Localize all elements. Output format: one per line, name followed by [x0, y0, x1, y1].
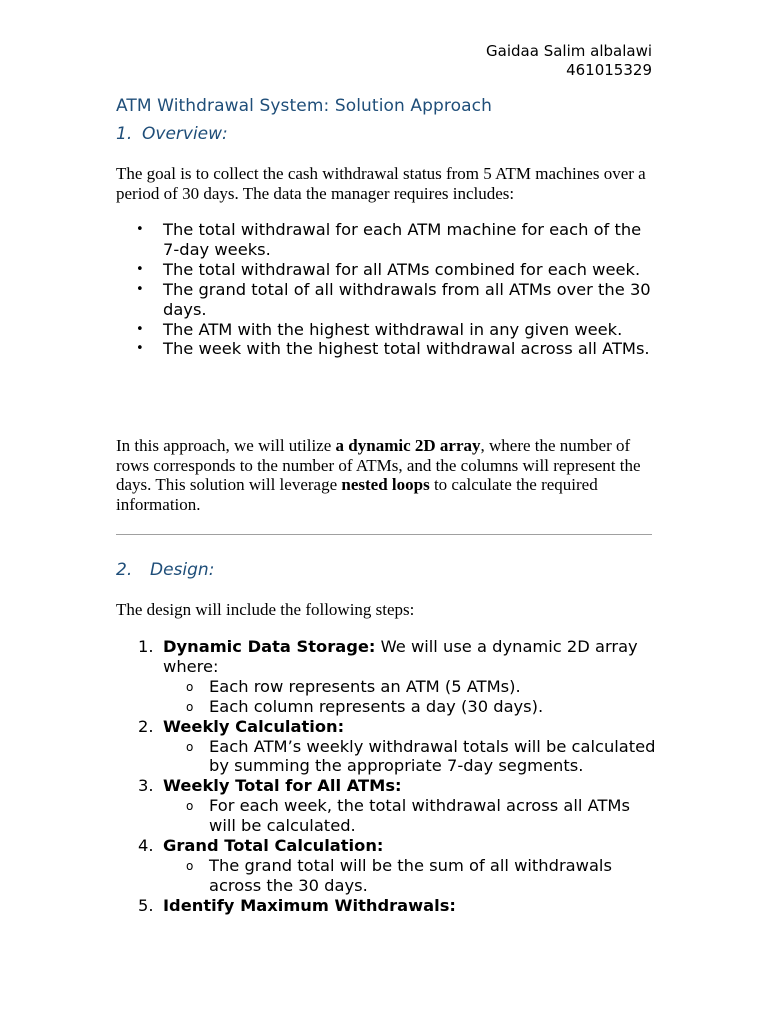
circle-bullet-icon: o — [186, 799, 194, 814]
approach-paragraph — [116, 436, 656, 515]
step-label: Weekly Calculation: — [163, 716, 345, 736]
sub-item — [116, 737, 656, 777]
list-item — [116, 637, 656, 717]
bullet-icon: • — [136, 261, 144, 277]
step-text: We will use a dynamic 2D array where: — [163, 637, 638, 676]
step-label: Dynamic Data Storage: — [163, 637, 376, 656]
list-item — [116, 717, 656, 777]
sub-item-text: Each column represents a day (30 days). — [209, 696, 544, 716]
list-item — [116, 776, 656, 836]
list-item — [116, 220, 656, 260]
section-number: 2. — [116, 560, 133, 580]
step-label: Identify Maximum Withdrawals: — [163, 895, 456, 915]
step-number: 5. — [138, 895, 154, 915]
sub-item — [116, 677, 656, 697]
author-name: Gaidaa Salim albalawi — [486, 42, 652, 60]
approach-text: In this approach, we will utilize — [116, 436, 336, 455]
section-heading-overview — [116, 124, 228, 144]
approach-text: , where the number of rows corresponds to the number of ATMs, and the columns will represent the days. This solution will leverage — [116, 436, 641, 495]
circle-bullet-icon: o — [186, 679, 194, 694]
list-item-text: The week with the highest total withdrawal across all ATMs. — [163, 339, 650, 359]
sub-item-text: Each ATM’s weekly withdrawal totals will be calculated by summing the appropriate 7-day segments. — [209, 736, 656, 776]
list-item — [116, 836, 656, 896]
design-intro: The design will include the following steps: — [116, 600, 415, 619]
step-number: 1. — [138, 637, 154, 656]
step-number: 4. — [138, 836, 154, 856]
step-label: Grand Total Calculation: — [163, 836, 384, 856]
step-label: Weekly Total for All ATMs: — [163, 776, 402, 796]
list-item-text: The grand total of all withdrawals from all ATMs over the 30 days. — [163, 279, 651, 319]
step-number: 2. — [138, 716, 154, 736]
list-item-text: The total withdrawal for each ATM machine for each of the 7-day weeks. — [163, 220, 642, 259]
author-id: 461015329 — [566, 61, 652, 79]
circle-bullet-icon: o — [186, 858, 194, 873]
bullet-icon: • — [136, 321, 144, 337]
list-item — [116, 280, 656, 320]
approach-bold-term: a dynamic 2D array — [335, 436, 481, 455]
horizontal-divider — [116, 534, 652, 535]
list-item — [116, 320, 656, 340]
section-heading-design — [116, 560, 214, 580]
design-steps-list — [116, 637, 656, 916]
requirements-list — [116, 220, 656, 359]
bullet-icon: • — [136, 222, 144, 237]
bullet-icon: • — [136, 281, 144, 297]
sub-item — [116, 697, 656, 717]
sub-item-text: For each week, the total withdrawal across all ATMs will be calculated. — [209, 796, 630, 836]
document-title: ATM Withdrawal System: Solution Approach — [116, 96, 492, 116]
approach-bold-term: nested loops — [341, 475, 430, 495]
circle-bullet-icon: o — [186, 739, 194, 754]
approach-text: to calculate the required information. — [116, 475, 598, 515]
author-block — [486, 42, 652, 80]
sub-item — [116, 796, 656, 836]
list-item-text: The total withdrawal for all ATMs combined for each week. — [163, 259, 641, 279]
bullet-icon: • — [136, 341, 144, 357]
section-number: 1. — [116, 124, 133, 144]
list-item — [116, 896, 656, 916]
list-item — [116, 339, 656, 359]
overview-intro: The goal is to collect the cash withdrawal status from 5 ATM machines over a period of 30 days. The data the manager requires includes: — [116, 164, 646, 203]
list-item-text: The ATM with the highest withdrawal in any given week. — [163, 319, 623, 339]
section-title: Design: — [150, 560, 215, 580]
list-item — [116, 260, 656, 280]
step-number: 3. — [138, 776, 154, 796]
sub-item-text: The grand total will be the sum of all withdrawals across the 30 days. — [209, 855, 612, 895]
sub-item — [116, 856, 656, 896]
section-title: Overview: — [142, 124, 228, 144]
circle-bullet-icon: o — [186, 699, 194, 714]
sub-item-text: Each row represents an ATM (5 ATMs). — [209, 676, 521, 696]
